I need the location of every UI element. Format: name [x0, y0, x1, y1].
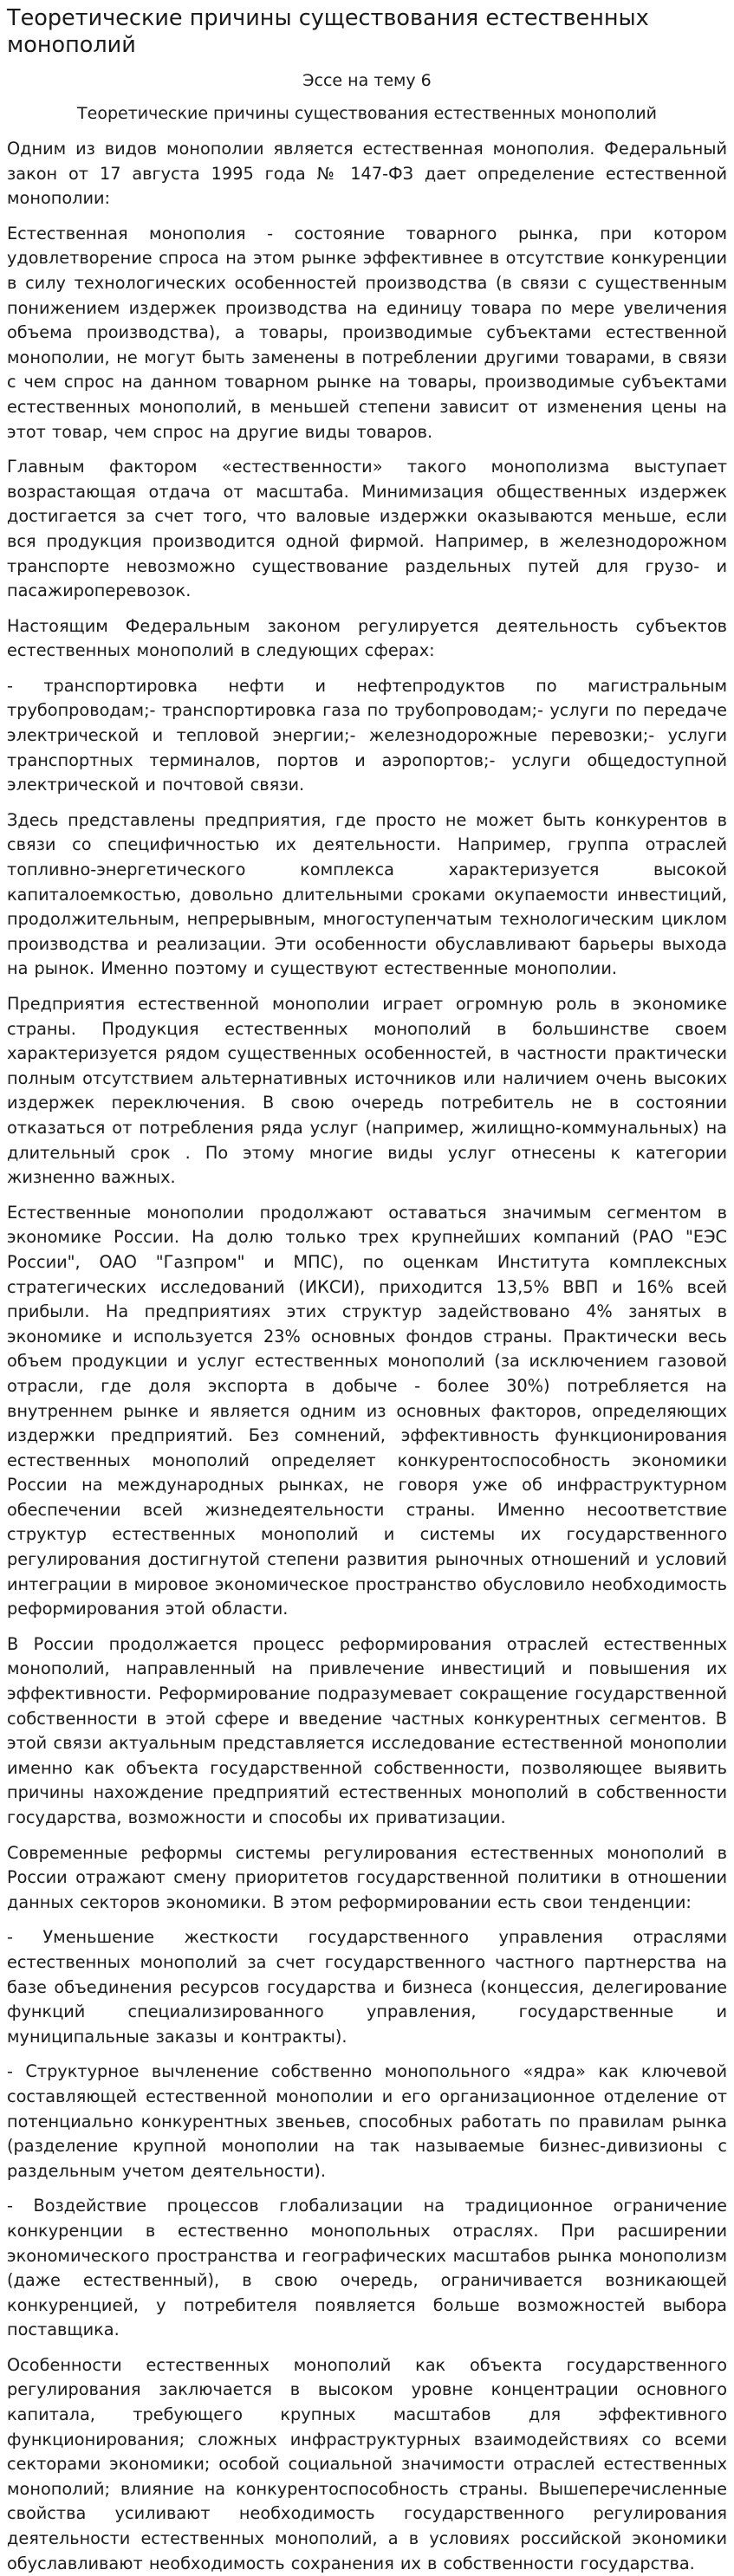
paragraph-2: Естественная монополия - состояние товарного рынка, при котором удовлетворение спроса на этом рынке эффективнее в отсутствие конкуренции в силу технологических особенностей производства (в связи с существенным понижением издержек производства на единицу товара по мере увеличения объема производства), а товары, производимые субъектами естественной монополии, не могут быть заменены в потреблении другими товарами, в связи с чем спрос на данном товарном рынке на товары, производимые субъектами естественных монополий, в меньшей степени зависит от изменения цены на этот товар, чем спрос на другие виды товаров. [7, 223, 727, 442]
page-title: Теоретические причины существования естественных монополий [7, 5, 649, 58]
paragraph-13: - Воздействие процессов глобализации на традиционное ограничение конкуренции в естественно монопольных отраслях. При расширении экономического пространства и географических масштабов рынка монополизм (даже естественный), в свою очередь, ограничивается возникающей конкуренцией, у потребителя появляется больше возможностей выбора поставщика. [7, 2196, 727, 2340]
paragraph-1: Одним из видов монополии является естественная монополия. Федеральный закон от 17 августа 1995 года № 147-ФЗ дает определение естественной монополии: [7, 139, 727, 209]
paragraph-12: - Структурное вычленение собственно монопольного «ядра» как ключевой составляющей естественной монополии и его организационное отделение от потенциально конкурентных звеньев, способных работать по правилам рынка (разделение крупной монополии на так называемые бизнес-дивизионы с раздельным учетом деятельности). [7, 2061, 727, 2181]
paragraph-7: Предприятия естественной монополии играет огромную роль в экономике страны. Продукция естественных монополий в большинстве своем характеризуется рядом существенных особенностей, в частности практически полным отсутствием альтернативных источников или наличием очень высоких издержек переключения. В свою очередь потребитель не в состоянии отказаться от потребления ряда услуг (например, жилищно-коммунальных) на длительный срок . По этому многие виды услуг отнесены к категории жизненно важных. [7, 994, 727, 1188]
paragraph-4: Настоящим Федеральным законом регулируется деятельность субъектов естественных монополий в следующих сферах: [7, 615, 727, 661]
essay-heading: Теоретические причины существования естественных монополий [77, 104, 657, 123]
paragraph-11: - Уменьшение жесткости государственного управления отраслями естественных монополий за счет государственного частного партнерства на базе объединения ресурсов государства и бизнеса (концессия, делегирование функций специализированного управления, государственные и муниципальные заказы и контракты). [7, 1927, 727, 2047]
paragraph-8: Естественные монополии продолжают оставаться значимым сегментом в экономике России. На долю только трех крупнейших компаний (РАО "ЕЭС России", ОАО "Газпром" и МПС), по оценкам Института комплексных стратегических исследований (ИКСИ), приходится 13,5% ВВП и 16% всей прибыли. На предприятиях этих структур задействовано 4% занятых в экономике и используется 23% основных фондов страны. Практически весь объем продукции и услуг естественных монополий (за исключением газовой отрасли, где доля экспорта в добыче - более 30%) потребляется на внутреннем рынке и является одним из основных факторов, определяющих издержки предприятий. Без сомнений, эффективность функционирования естественных монополий определяет конкурентоспособность экономики России на международных рынках, не говоря уже об инфраструктурном обеспечении всей жизнедеятельности страны. Именно несоответствие структур естественных монополий и системы их государственного регулирования достигнутой степени развития рыночных отношений и условий интеграции в мировое экономическое пространство обусловило необходимость реформирования этой области. [7, 1202, 727, 1619]
essay-subtitle: Эссе на тему 6 [302, 71, 432, 90]
paragraph-6: Здесь представлены предприятия, где просто не может быть конкурентов в связи со специфичностью их деятельности. Например, группа отраслей топливно-энергетического комплекса характеризуется высокой капиталоемкостью, довольно длительными сроками окупаемости инвестиций, продолжительным, непрерывным, многоступенчатым технологическим циклом производства и реализации. Эти особенности обуславливают барьеры выхода на рынок. Именно поэтому и существуют естественные монополии. [7, 809, 727, 979]
paragraph-14: Особенности естественных монополий как объекта государственного регулирования заключается в высоком уровне концентрации основного капитала, требующего крупных масштабов для эффективного функционирования; сложных инфраструктурных взаимодействиях со всеми секторами экономики; особой социальной значимости отраслей естественных монополий; влияние на конкурентоспособность страны. Вышеперечисленные свойства усиливают необходимость государственного регулирования деятельности естественных монополий, а в условиях российской экономики обуславливают необходимость сохранения их в собственности государства. [7, 2354, 727, 2573]
paragraph-5: - транспортировка нефти и нефтепродуктов по магистральным трубопроводам;- транспортировка газа по трубопроводам;- услуги по передаче электрической и тепловой энергии;- железнодорожные перевозки;- услуги транспортных терминалов, портов и аэропортов;- услуги общедоступной электрической и почтовой связи. [7, 675, 727, 795]
paragraph-10: Современные реформы системы регулирования естественных монополий в России отражают смену приоритетов государственной политики в отношении данных секторов экономики. В этом реформировании есть свои тенденции: [7, 1842, 727, 1912]
essay-body [7, 137, 727, 2576]
paragraph-9: В России продолжается процесс реформирования отраслей естественных монополий, направленный на привлечение инвестиций и повышения их эффективности. Реформирование подразумевает сокращение государственной собственности в этой сфере и введение частных конкурентных сегментов. В этой связи актуальным представляется исследование естественной монополии именно как объекта государственной собственности, позволяющее выявить причины нахождение предприятий естественных монополий в собственности государства, возможности и способы их приватизации. [7, 1633, 727, 1827]
paragraph-3: Главным фактором «естественности» такого монополизма выступает возрастающая отдача от масштаба. Минимизация общественных издержек достигается за счет того, что валовые издержки оказываются меньше, если вся продукция производится одной фирмой. Например, в железнодорожном транспорте невозможно существование раздельных путей для грузо- и пасажироперевозок. [7, 457, 727, 601]
